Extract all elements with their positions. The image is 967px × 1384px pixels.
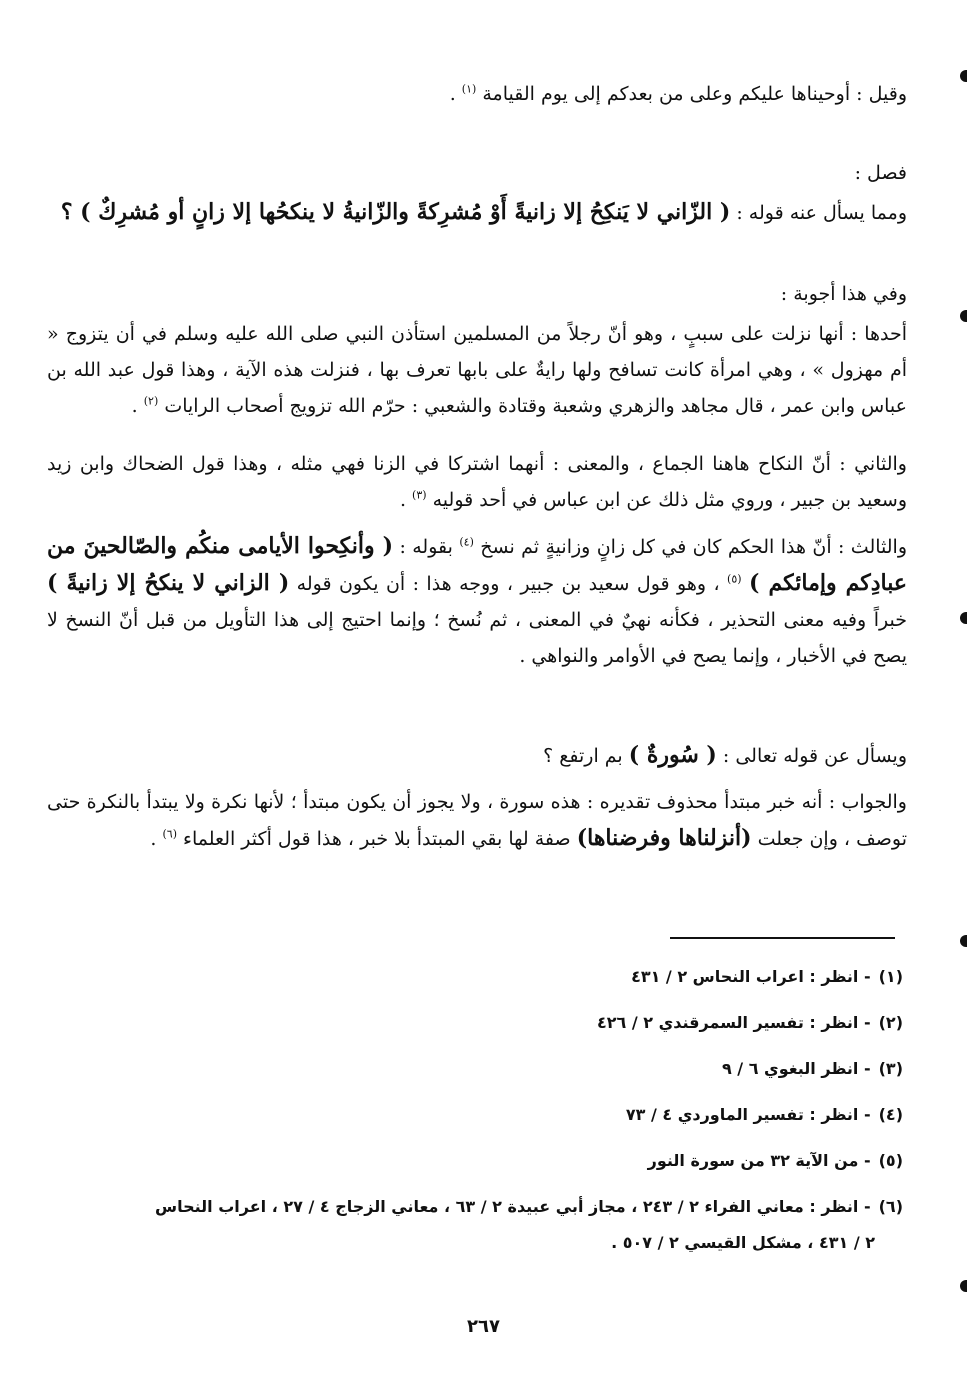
answer-third: والثالث : أنّ هذا الحكم كان في كل زانٍ وزانيةٍ ثم نسخ $^{(٤)}$ بقوله : ( وأنكِحوا الأيامى منكُم والصّالحينَ من عبادِكم وإمائكم ) $^{(٥)}$ ، وهو قول سعيد بن جبير ، ووجه هذا : أن يكون قوله ( الزاني لا ينكحُ إلا زانيةً ) خبراً وفيه معنى التحذير ، فكأنه نهيٌ في المعنى ، ثم نُسخ ؛ وإنما احتيج إلى هذا التأويل من قبل أنّ النسخ لا يصح في الأخبار ، وإنما يصح في الأوامر والنواهي . xyxy=(47,533,908,667)
footnote-divider xyxy=(670,937,895,939)
footnote-2 xyxy=(103,1000,903,1046)
quran-verse: ( سُورةٌ ) xyxy=(628,742,717,768)
footnote-number: (٢) xyxy=(878,1013,903,1032)
footnote-4 xyxy=(103,1092,903,1138)
question-surah: ويسأل عن قوله تعالى : ( سُورةٌ ) بم ارتفع ؟ xyxy=(543,742,907,768)
scan-edge-mark xyxy=(960,70,967,82)
footnote-1 xyxy=(103,954,903,1000)
question-verse-paragraph: ومما يسأل عنه قوله : ( الزّاني لا يَنكِحُ إلا زانيةً أَوْ مُشرِكةً والزّانيةُ لا ينكحُها إلا زانٍ أو مُشرِكٌ ) ؟ xyxy=(60,199,907,225)
paragraph-revelation: وقيل : أوحيناها عليكم وعلى من بعدكم إلى يوم القيامة $^{(١)}$ . xyxy=(449,82,907,105)
answer-second: والثاني : أنّ النكاح هاهنا الجماع ، والمعنى : أنهما اشتركا في الزنا فهي مثله ، وهذا قول الضحاك وابن زيد وسعيد بن جبير ، وروي مثل ذلك عن ابن عباس في أحد قوليه $^{(٣)}$ . xyxy=(47,453,907,511)
footnote-number: (٤) xyxy=(878,1105,903,1124)
footnote-ref-4[interactable]: (٤) xyxy=(459,535,474,549)
page-number: ٢٦٧ xyxy=(467,1316,500,1337)
quran-verse: ( الزاني لا ينكحُ إلا زانيةً ) xyxy=(47,570,290,596)
answers-intro: وفي هذا أجوبة : xyxy=(780,283,907,305)
footnote-continuation: ٢ / ٤٣١ ، مشكل القيسي ٢ / ٥٠٧ . xyxy=(611,1233,875,1252)
quran-verse: ( وأنكِحوا الأيامى منكُم والصّالحينَ من عبادِكم وإمائكم ) xyxy=(47,533,908,596)
answer-surah: والجواب : أنه خبر مبتدأ محذوف تقديره : هذه سورة ، ولا يجوز أن يكون مبتدأ ؛ لأنها نكرة ولا يبتدأ بالنكرة حتى توصف ، وإن جعلت (أنزلناها وفرضناها) صفة لها بقي المبتدأ بلا خبر ، هذا قول أكثر العلماء $^{(٦)}$ . xyxy=(47,791,907,851)
quran-verse: (أنزلناها وفرضناها) xyxy=(576,825,752,851)
footnote-5 xyxy=(103,1138,903,1184)
footnote-ref-6[interactable]: (٦) xyxy=(162,827,177,841)
answer-first: أحدها : أنها نزلت على سببٍ ، وهو أنّ رجلاً من المسلمين استأذن النبي صلى الله عليه وسلم في أن يتزوج « أم مهزول » ، وهي امرأة كانت تسافح ولها رايةٌ على بابها تعرف بها ، فنزلت هذه الآية ، وهذا قول عبد الله بن عباس وابن عمر ، قال مجاهد والزهري وشعبة وقتادة والشعبي : حرّم الله تزويج أصحاب الرايات $^{(٢)}$ . xyxy=(47,323,907,417)
footnote-ref-5[interactable]: (٥) xyxy=(727,572,742,586)
footnote-text: - من الآية ٣٢ من سورة النور xyxy=(647,1151,871,1170)
footnote-number: (٥) xyxy=(878,1151,903,1170)
footnote-ref-1[interactable]: (١) xyxy=(461,82,477,96)
scan-edge-mark xyxy=(960,1280,967,1292)
scan-edge-mark xyxy=(960,310,967,322)
scan-edge-mark xyxy=(960,612,967,624)
footnotes xyxy=(103,954,903,1261)
footnote-number: (٣) xyxy=(878,1059,903,1078)
footnote-number: (٦) xyxy=(878,1197,903,1216)
footnote-text: - انظر : تفسير السمرقندي ٢ / ٤٢٦ xyxy=(596,1013,871,1032)
footnote-ref-3[interactable]: (٣) xyxy=(412,488,427,502)
scan-edge-mark xyxy=(960,935,967,947)
footnote-text: - انظر البغوي ٦ / ٩ xyxy=(721,1059,871,1078)
footnote-text: - انظر : تفسير الماوردي ٤ / ٧٣ xyxy=(625,1105,871,1124)
footnote-ref-2[interactable]: (٢) xyxy=(143,394,159,408)
footnote-text: - انظر : اعراب النحاس ٢ / ٤٣١ xyxy=(631,967,871,986)
footnote-6 xyxy=(103,1189,903,1261)
footnote-number: (١) xyxy=(878,967,903,986)
footnote-3 xyxy=(103,1046,903,1092)
section-heading: فصل : xyxy=(854,162,907,184)
quran-verse: ( الزّاني لا يَنكِحُ إلا زانيةً أَوْ مُشرِكةً والزّانيةُ لا ينكحُها إلا زانٍ أو مُشرِكٌ ) ؟ xyxy=(60,199,731,225)
footnote-text: - انظر : معاني الفراء ٢ / ٢٤٣ ، مجاز أبي عبيدة ٢ / ٦٣ ، معاني الزجاج ٤ / ٢٧ ، اعراب النحاس xyxy=(154,1197,871,1216)
